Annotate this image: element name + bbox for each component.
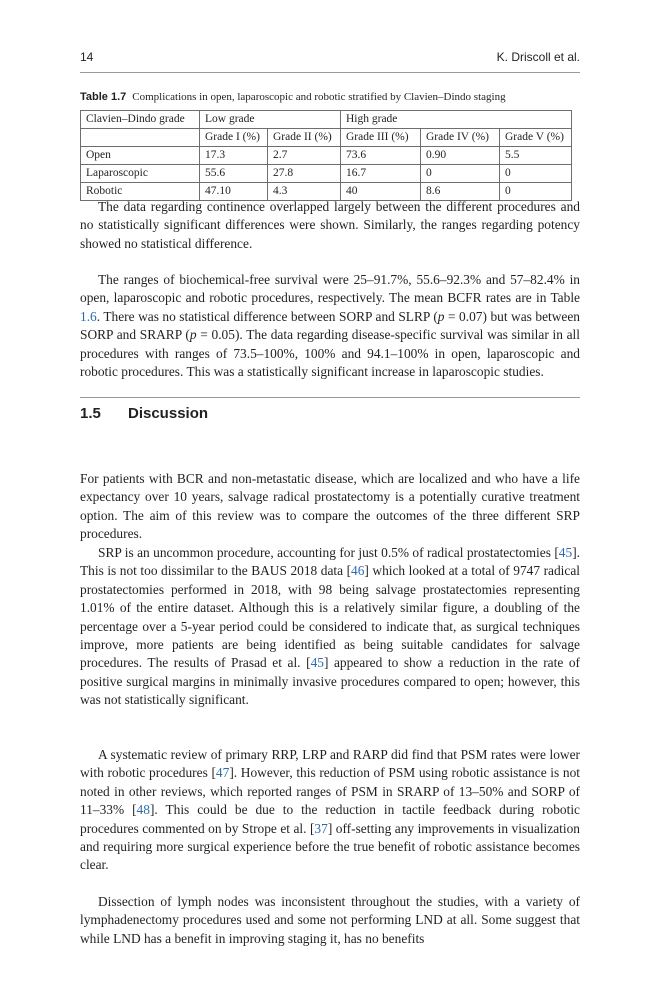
table-cell: 2.7 [268,147,341,165]
table-cell: 55.6 [200,165,268,183]
table-header-cell: Grade III (%) [341,129,421,147]
table-cell: 0 [500,165,572,183]
table-caption-text: Complications in open, laparoscopic and robotic stratified by Clavien–Dindo staging [132,91,506,103]
page-header [80,50,580,70]
citation-link[interactable]: 46 [351,563,365,579]
citation-link[interactable]: 45 [558,545,573,560]
table-cell: 0.90 [421,147,500,165]
table-label: Table 1.7 [80,91,127,103]
text-run: ]. This could be due to the reduction in tactile feedback during robotic procedures commented on by Strope et al. [ [80,802,580,836]
paragraph-survival [80,271,580,381]
text-run: The ranges of biochemical-free survival were 25–91.7%, 55.6–92.3% and 57–82.4% in open, laparoscopic and robotic procedures, respectively. The mean BCFR rates are in Table [80,272,580,306]
section-number: 1.5 [80,405,101,422]
paragraph-lymph-nodes: Dissection of lymph nodes was inconsistent throughout the studies, with a variety of lymphadenectomy procedures used and some not performing LND at all. Some suggest that while LND has a benefit in improving staging it, has no benefits [80,894,580,946]
table-header-cell: Clavien–Dindo grade [81,111,200,129]
text-run: ] appeared to show a reduction in the rate of positive surgical margins in minimally invasive procedures compared to open; however, this was not statistically significant. [80,655,580,708]
table-cell: Laparoscopic [81,165,200,183]
table-cell: Open [81,147,200,165]
section-title: Discussion [128,405,209,422]
table-caption [80,91,580,104]
table-header-cell [81,129,200,147]
text-run: ] which looked at a total of 9747 radical prostatectomies performed in 2018, with 98 being salvage prostatectomies representing 1.01% of the entire dataset. Although this is a relatively similar figure, a doubling of the percentage over a 5-year period could be considered to indicate that, as surgical techniques improve, more patients are being identified as being suitable candidates for salvage procedures. The results of Prasad et al. [ [80,563,580,671]
table-header-cell: Low grade [200,111,341,129]
text-run: A systematic review of primary RRP, LRP and RARP did find that PSM rates were lower with robotic procedures [ [80,747,580,781]
complications-table [80,110,572,201]
paragraph-intro: For patients with BCR and non-metastatic disease, which are localized and who have a life expectancy over 10 years, salvage radical prostatectomy is a potentially curative treatment option. The aim of this review was to compare the outcomes of the three different SRP procedures. [80,471,580,542]
table-cell: 73.6 [341,147,421,165]
table-header-cell: Grade I (%) [200,129,268,147]
table-sub-header-row [81,129,572,147]
text-run: SRP is an uncommon procedure, accounting for just 0.5% of radical prostatectomies [ [98,545,559,560]
table-cell: 47.10 [200,183,268,201]
text-run: = 0.05). The data regarding disease-specific survival was similar in all procedures with ranges of 73.5–100%, 100% and 94.1–100% in open, laparoscopic and robotic procedures. This was a statistically significant increase in laparoscopic studies. [80,327,580,380]
table-cell: Robotic [81,183,200,201]
text-run: p [437,308,445,324]
text-run: p [189,327,197,343]
running-head: K. Driscoll et al. [496,50,580,64]
paragraph-continence: The data regarding continence overlapped largely between the different procedures and no statistically significant differences were shown. Similarly, the ranges regarding potency showed no statistical difference. [80,199,580,251]
text-run: = 0.07) but was between SORP and SRARP ( [80,308,580,343]
text-run: ]. However, this reduction of PSM using robotic assistance is not noted in other reviews, which reported ranges of PSM in SRARP of 13–50% and SORP of 11–33% [ [80,765,580,818]
citation-link[interactable]: 48 [136,802,150,818]
table-cell: 5.5 [500,147,572,165]
table-header-cell: Grade V (%) [500,129,572,147]
table-cell: 0 [421,165,500,183]
table-row [81,147,572,165]
citation-link[interactable]: 45 [310,655,324,671]
citation-link[interactable]: 47 [215,765,230,781]
table-header-cell: Grade II (%) [268,129,341,147]
page-number: 14 [80,50,94,64]
text-run: ]. This is not too dissimilar to the BAUS 2018 data [ [80,545,580,579]
paragraph-systematic-review [80,746,580,875]
header-rule [80,72,580,73]
table-cell: 8.6 [421,183,500,201]
table-cell: 0 [500,183,572,201]
table-header-cell: Grade IV (%) [421,129,500,147]
table-cell: 17.3 [200,147,268,165]
table-cell: 4.3 [268,183,341,201]
table-reference-link[interactable]: 1.6 [80,308,97,324]
table-cell: 16.7 [341,165,421,183]
table-header-cell: High grade [341,111,572,129]
citation-link[interactable]: 37 [314,820,328,836]
table-group-header-row [81,111,572,129]
section-heading [80,405,208,422]
paragraph-srp [80,544,580,710]
text-run: . There was no statistical difference between SORP and SLRP ( [96,308,438,324]
table-row [81,165,572,183]
text-run: ] off-setting any improvements in visualization and requiring more surgical experience before the true benefit of robotic assistance becomes clear. [80,820,580,873]
table-cell: 40 [341,183,421,201]
table-cell: 27.8 [268,165,341,183]
section-rule [80,397,580,398]
